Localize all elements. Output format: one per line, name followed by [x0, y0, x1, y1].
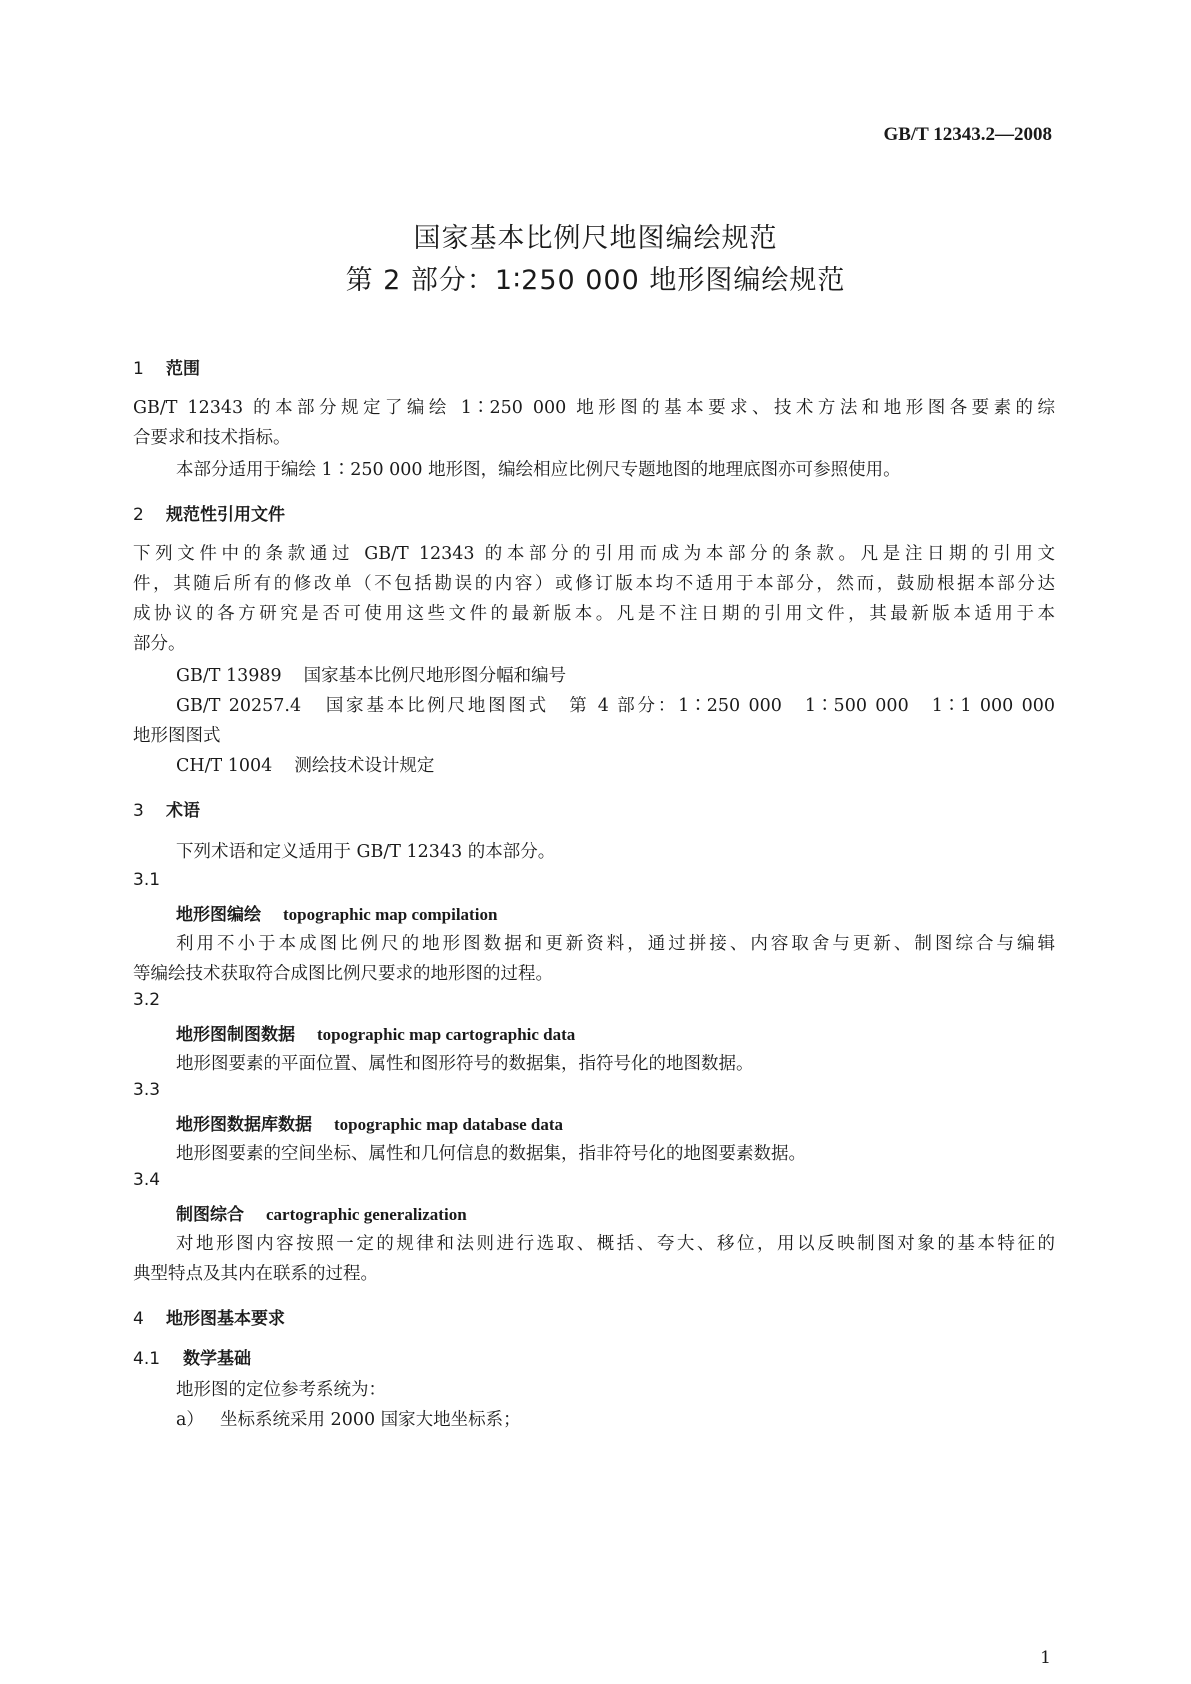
section-1-para-2: 本部分适用于编绘 1∶250 000 地形图，编绘相应比例尺专题地图的地理底图亦可参照使用。: [176, 460, 901, 480]
clause-number: 3.3: [133, 1080, 161, 1100]
list-item: [176, 1406, 521, 1431]
term-definition-line-2: 典型特点及其内在联系的过程。: [133, 1264, 378, 1284]
list-item-text: 坐标系统采用 2000 国家大地坐标系；: [220, 1410, 521, 1430]
subsection-4-1-heading: [133, 1344, 251, 1369]
term-en: topographic map cartographic data: [317, 1025, 576, 1044]
reference-code: GB/T 13989: [176, 666, 282, 686]
section-2-para-line-4: 部分。: [133, 634, 186, 654]
term-definition: 地形图要素的空间坐标、属性和几何信息的数据集，指非符号化的地图要素数据。: [176, 1144, 806, 1164]
subsection-intro: 地形图的定位参考系统为：: [176, 1380, 386, 1400]
clause-number: 3.2: [133, 990, 161, 1010]
reference-item: [176, 752, 434, 777]
term-entry: [176, 900, 497, 925]
clause-number: 3.1: [133, 870, 161, 890]
term-en: topographic map database data: [334, 1115, 564, 1134]
reference-title: 国家基本比例尺地图图式 第 4 部分：1∶250 000 1∶500 000 1∶1 000 000: [323, 696, 1055, 716]
section-title: 地形图基本要求: [166, 1309, 285, 1329]
reference-title: 测绘技术设计规定: [294, 756, 435, 776]
section-1-heading: [133, 354, 200, 379]
list-item-label: a）: [176, 1410, 204, 1430]
term-zh: 地形图制图数据: [176, 1025, 295, 1045]
section-3-intro: 下列术语和定义适用于 GB/T 12343 的本部分。: [176, 842, 556, 862]
term-definition-line-1: 利用不小于本成图比例尺的地形图数据和更新资料，通过拼接、内容取舍与更新、制图综合与编辑: [176, 934, 1055, 954]
section-4-heading: [133, 1304, 285, 1329]
term-en: cartographic generalization: [266, 1205, 467, 1224]
section-title: 规范性引用文件: [166, 505, 285, 525]
title-line-1: 国家基本比例尺地图编绘规范: [413, 223, 778, 254]
reference-item: [176, 662, 566, 687]
term-entry: [176, 1110, 563, 1135]
term-definition-line-2: 等编绘技术获取符合成图比例尺要求的地形图的过程。: [133, 964, 553, 984]
subsection-number: 4.1: [133, 1349, 161, 1369]
section-2-para-line-2: 件，其随后所有的修改单（不包括勘误的内容）或修订版本均不适用于本部分，然而，鼓励根据本部分达: [133, 574, 1055, 594]
reference-title: 国家基本比例尺地形图分幅和编号: [303, 666, 567, 686]
term-entry: [176, 1200, 467, 1225]
section-2-heading: [133, 500, 285, 525]
title-line-2: 第 2 部分：1∶250 000 地形图编绘规范: [345, 265, 846, 296]
subsection-title: 数学基础: [183, 1349, 251, 1369]
term-definition-line-1: 对地形图内容按照一定的规律和法则进行选取、概括、夸大、移位，用以反映制图对象的基本特征的: [176, 1234, 1055, 1254]
section-title: 范围: [166, 359, 200, 379]
standard-code: GB/T 12343.2—2008: [883, 124, 1052, 145]
reference-title-continued: 地形图图式: [133, 726, 221, 746]
page-number: 1: [1040, 1648, 1051, 1668]
term-zh: 地形图编绘: [176, 905, 261, 925]
section-3-heading: [133, 796, 200, 821]
reference-code: CH/T 1004: [176, 756, 273, 776]
section-number: 2: [133, 505, 144, 525]
section-number: 4: [133, 1309, 144, 1329]
term-entry: [176, 1020, 575, 1045]
section-1-para-1-line-2: 合要求和技术指标。: [133, 428, 291, 448]
section-1-para-1-line-1: GB/T 12343 的本部分规定了编绘 1∶250 000 地形图的基本要求、技术方法和地形图各要素的综: [133, 398, 1055, 418]
term-zh: 地形图数据库数据: [176, 1115, 312, 1135]
term-zh: 制图综合: [176, 1205, 244, 1225]
section-number: 3: [133, 801, 144, 821]
term-definition: 地形图要素的平面位置、属性和图形符号的数据集，指符号化的地图数据。: [176, 1054, 754, 1074]
reference-code: GB/T 20257.4: [176, 696, 302, 716]
reference-item: [176, 692, 1055, 717]
section-title: 术语: [166, 801, 200, 821]
clause-number: 3.4: [133, 1170, 161, 1190]
term-en: topographic map compilation: [283, 905, 498, 924]
section-number: 1: [133, 359, 144, 379]
section-2-para-line-3: 成协议的各方研究是否可使用这些文件的最新版本。凡是不注日期的引用文件，其最新版本适用于本: [133, 604, 1055, 624]
section-2-para-line-1: 下列文件中的条款通过 GB/T 12343 的本部分的引用而成为本部分的条款。凡是注日期的引用文: [133, 544, 1055, 564]
